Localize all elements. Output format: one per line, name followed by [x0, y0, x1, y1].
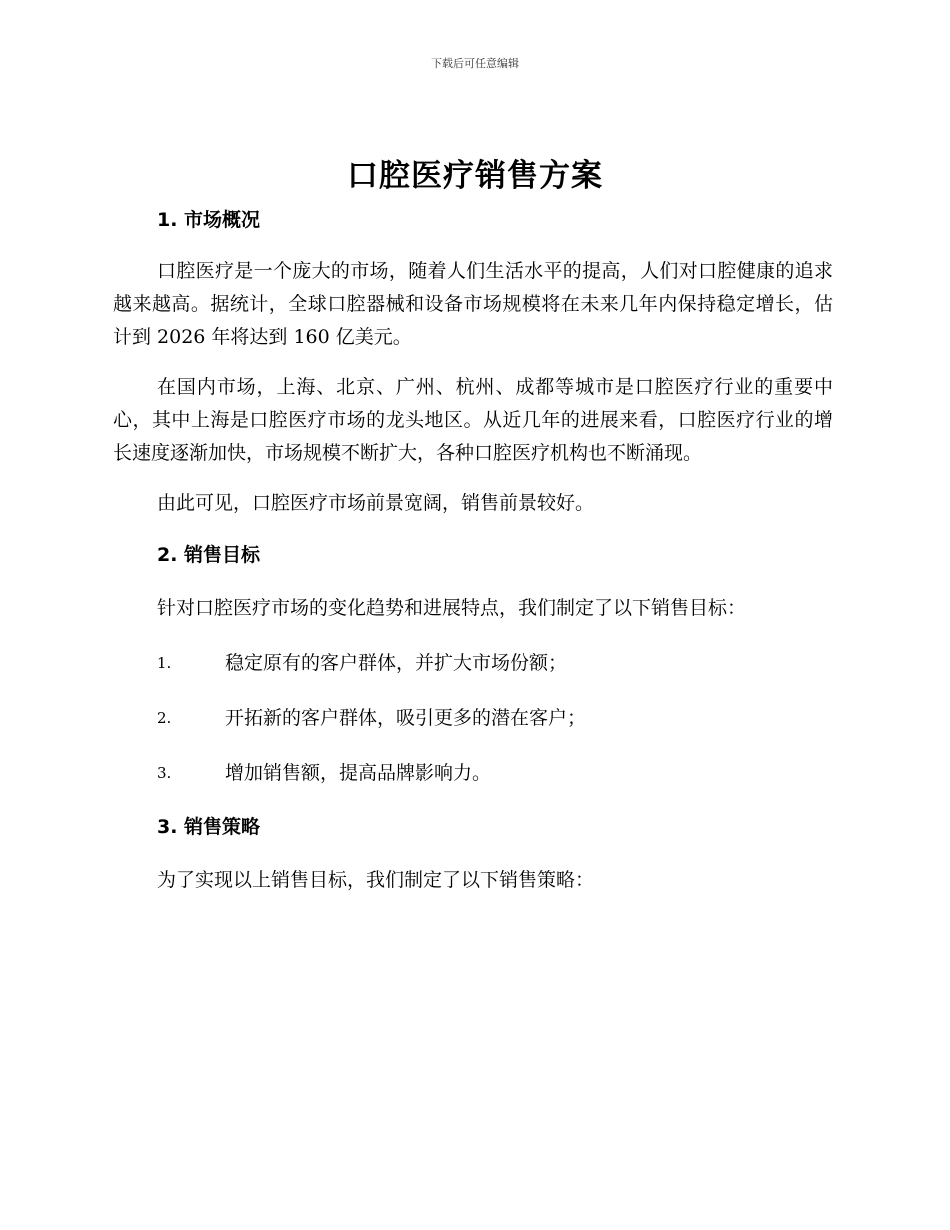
list-item	[157, 757, 833, 790]
header-note: 下载后可任意编辑	[431, 57, 519, 70]
paragraph-market-conclusion: 由此可见，口腔医疗市场前景宽阔，销售前景较好。	[157, 492, 595, 514]
section-heading-sales-strategy: 3. 销售策略	[157, 816, 261, 838]
list-item	[157, 647, 833, 680]
section-heading-market-overview: 1. 市场概况	[157, 209, 261, 231]
document-title: 口腔医疗销售方案	[347, 158, 603, 194]
paragraph-market-global: 口腔医疗是一个庞大的市场，随着人们生活水平的提高，人们对口腔健康的追求越来越高。据统计，全球口腔器械和设备市场规模将在未来几年内保持稳定增长，估计到 2026 年将达到 160 亿美元。	[113, 260, 833, 348]
sales-goals-list	[113, 647, 833, 790]
paragraph-goals-intro: 针对口腔医疗市场的变化趋势和进展特点，我们制定了以下销售目标：	[157, 597, 747, 619]
list-item-number: 1.	[157, 654, 172, 672]
paragraph-strategy-intro: 为了实现以上销售目标，我们制定了以下销售策略：	[157, 869, 595, 891]
list-item-text: 增加销售额，提高品牌影响力。	[225, 762, 492, 784]
section-heading-sales-goals: 2. 销售目标	[157, 544, 261, 566]
list-item-number: 3.	[157, 764, 172, 782]
list-item-number: 2.	[157, 709, 172, 727]
paragraph-market-domestic: 在国内市场，上海、北京、广州、杭州、成都等城市是口腔医疗行业的重要中心，其中上海是口腔医疗市场的龙头地区。从近几年的进展来看，口腔医疗行业的增长速度逐渐加快，市场规模不断扩大，各种口腔医疗机构也不断涌现。	[113, 376, 833, 464]
list-item	[157, 702, 833, 735]
document-body	[113, 205, 833, 897]
list-item-text: 开拓新的客户群体，吸引更多的潜在客户；	[225, 707, 587, 729]
list-item-text: 稳定原有的客户群体，并扩大市场份额；	[225, 652, 568, 674]
